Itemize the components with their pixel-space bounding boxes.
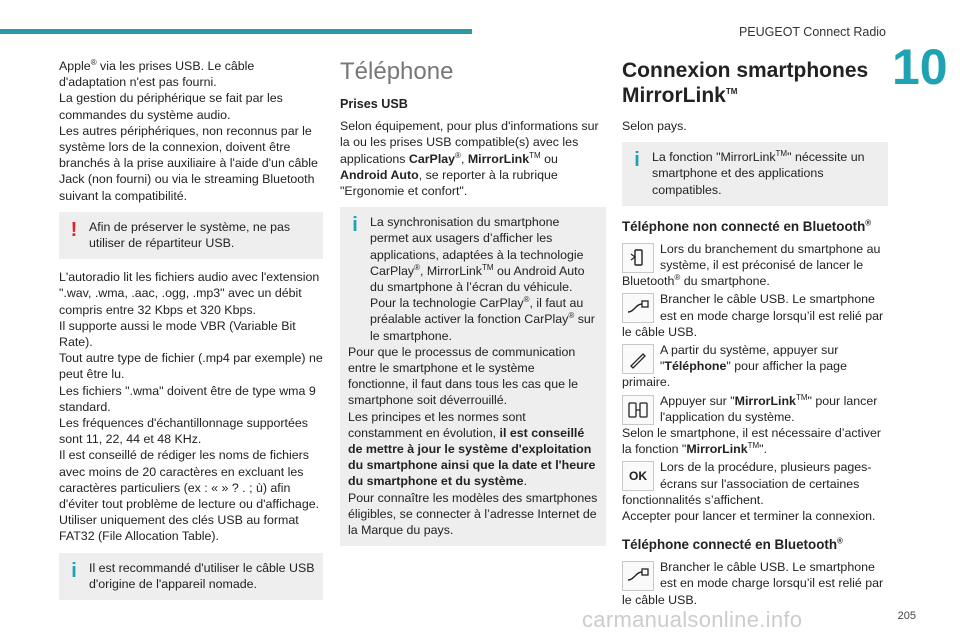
step-text: Appuyer sur "MirrorLink™" pour lancer l'application du système. Selon le smartphone, il est nécessaire d’activer la fonction "MirrorLink™". [622, 392, 881, 457]
info-text: La fonction "MirrorLink™" nécessite un smartphone et des applications compatibles. [652, 149, 865, 197]
info-box [59, 553, 323, 600]
step-row [622, 459, 888, 524]
paragraph: Selon pays. [622, 119, 687, 133]
info-text: La synchronisation du smartphone permet aux usagers d’afficher les applications, adaptées à la technologie CarPlay®, MirrorLink™ ou Android Auto du smartphone à l’écran du véhicule. Pour la technologie CarPlay®, il faut au préalable activer la fonction CarPlay® sur le smartphone. [370, 215, 595, 343]
paragraph: Apple® via les prises USB. Le câble d'adaptation n'est pas fourni. La gestion du périphérique se fait par les commandes du système audio. Les autres périphériques, non reconnus par le système lors de la connexion, doivent être branchés à la prise auxiliaire à l'aide d'un câble Jack (non fourni) ou via le streaming Bluetooth suivant la compatibilité. [59, 57, 318, 203]
step-text: Lors de la procédure, plusieurs pages-écrans sur l'association de certaines fonctionnalités s’affichent. Accepter pour lancer et terminer la connexion. [622, 460, 876, 524]
info-text: Il est recommandé d'utiliser le câble USB d'origine de l'appareil nomade. [89, 560, 315, 591]
info-text: Les principes et les normes sont constamment en évolution, il est conseillé de mettre à jour le système d'exploitation du smartphone ainsi que la date et l'heure du smartphone et du système. [348, 409, 596, 489]
step-row [622, 393, 888, 458]
smartphone-icon [622, 243, 654, 273]
chapter-number: 10 [892, 39, 948, 95]
usb-cable-icon [622, 293, 654, 323]
section-heading-mirrorlink: Connexion smartphones MirrorLink™ [622, 59, 869, 107]
step-text: Brancher le câble USB. Le smartphone est en mode charge lorsqu’il est relié par le câble USB. [622, 292, 884, 339]
subheading-usb: Prises USB [340, 97, 408, 111]
info-icon: i [71, 559, 77, 582]
paragraph: Selon équipement, pour plus d'informations sur la ou les prises USB compatible(s) avec les applications CarPlay®, MirrorLink™ ou Android Auto, se reporter à la rubrique "Ergonomie et confort". [340, 119, 599, 199]
step-text: Brancher le câble USB. Le smartphone est en mode charge lorsqu’il est relié par le câble USB. [622, 560, 884, 607]
mirrorlink-icon [622, 395, 654, 425]
warning-box [59, 212, 323, 259]
page-number: 205 [897, 610, 916, 622]
column-2 [340, 58, 606, 556]
column-1 [59, 58, 323, 610]
pencil-tap-icon [622, 344, 654, 374]
step-row [622, 291, 888, 340]
info-text: Pour connaître les modèles des smartphones éligibles, se connecter à l’adresse Internet de la Marque du pays. [348, 490, 598, 538]
usb-cable-icon [622, 561, 654, 591]
info-icon: i [634, 149, 640, 172]
section-heading-telephone: Téléphone [340, 58, 454, 85]
step-text: Lors du branchement du smartphone au système, il est préconisé de lancer le Bluetooth® du smartphone. [622, 241, 881, 289]
step-text: A partir du système, appuyer sur "Téléphone" pour afficher la page primaire. [622, 343, 847, 390]
column-3 [622, 58, 888, 610]
info-icon: i [352, 214, 358, 237]
info-box [340, 207, 606, 546]
step-row [622, 559, 888, 608]
step-row [622, 241, 888, 290]
subheading-connected: Téléphone connecté en Bluetooth® [622, 536, 843, 553]
header-accent-bar [0, 29, 472, 34]
info-text: Pour que le processus de communication entre le smartphone et le système fonctionne, il faut dans tous les cas que le smartphone soit déverrouillé. [348, 344, 579, 408]
watermark: carmanualsonline.info [582, 607, 803, 632]
info-box [622, 142, 888, 206]
paragraph: L'autoradio lit les fichiers audio avec l'extension ".wav, .wma, .aac, .ogg, .mp3" avec un débit compris entre 32 Kbps et 320 Kbps. Il supporte aussi le mode VBR (Variable Bit Rate). Tout autre type de fichier (.mp4 par exemple) ne peut être lu. Les fichiers ".wma" doivent être de type wma 9 standard. Les fréquences d'échantillonnage supportées sont 11, 22, 44 et 48 KHz. Il est conseillé de rédiger les noms de fichiers avec moins de 20 caractères en excluant les caractères particuliers (ex : « » ? . ; ù) afin d'éviter tout problème de lecture ou d'affichage. Utiliser uniquement des clés USB au format FAT32 (File Allocation Table). [59, 270, 323, 544]
subheading-not-connected: Téléphone non connecté en Bluetooth® [622, 218, 872, 234]
warning-icon: ! [70, 218, 78, 241]
ok-icon: OK [622, 461, 654, 491]
warning-text: Afin de préserver le système, ne pas utiliser de répartiteur USB. [89, 219, 291, 251]
header-title: PEUGEOT Connect Radio [738, 25, 886, 39]
step-row [622, 342, 888, 391]
